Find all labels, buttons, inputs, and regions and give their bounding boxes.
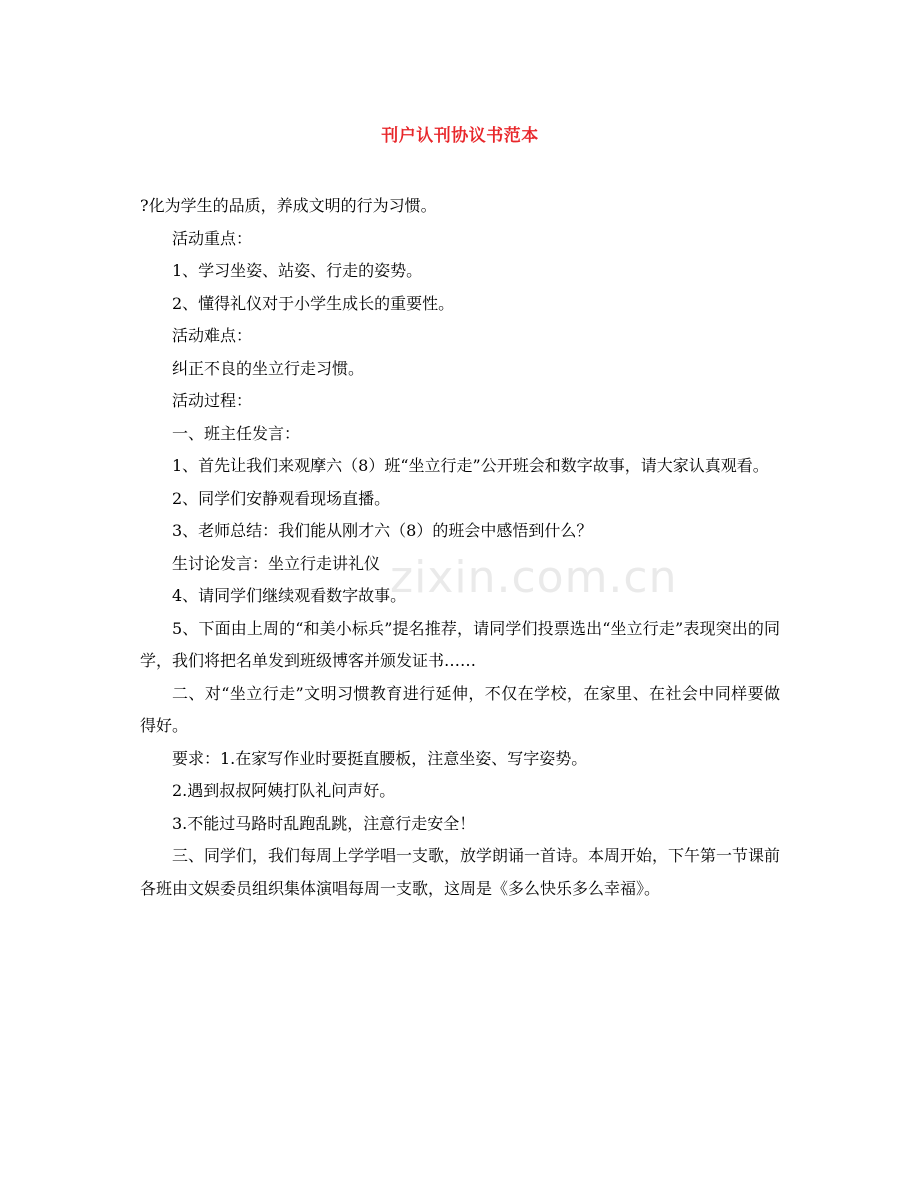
paragraph: 3、老师总结：我们能从刚才六（8）的班会中感悟到什么？: [172, 521, 593, 540]
paragraph: 三、同学们，我们每周上学学唱一支歌，放学朗诵一首诗。本周开始，下午第一节课前各班由文娱委员组织集体演唱每周一支歌，这周是《多么快乐多么幸福》。: [140, 846, 781, 898]
paragraph: 一、班主任发言：: [172, 423, 301, 443]
paragraph: 纠正不良的坐立行走习惯。: [172, 358, 365, 378]
paragraph: 3.不能过马路时乱跑乱跳，注意行走安全！: [172, 813, 476, 833]
document-body: [140, 190, 780, 905]
paragraph: 2.遇到叔叔阿姨打队礼问声好。: [172, 781, 396, 800]
document-title: 刊户认刊协议书范本: [381, 126, 539, 146]
paragraph: 二、对“坐立行走”文明习惯教育进行延伸，不仅在学校，在家里、在社会中同样要做得好。: [140, 683, 780, 735]
paragraph: 生讨论发言：坐立行走讲礼仪: [172, 553, 381, 573]
paragraph: 活动难点：: [172, 326, 253, 345]
paragraph: 活动过程：: [172, 391, 253, 410]
paragraph: 2、懂得礼仪对于小学生成长的重要性。: [172, 293, 455, 313]
paragraph: 5、下面由上周的“和美小标兵”提名推荐，请同学们投票选出“坐立行走”表现突出的同学，我们将把名单发到班级博客并颁发证书……: [140, 618, 780, 670]
paragraph: 2、同学们安静观看现场直播。: [172, 488, 391, 508]
watermark: zixin.com.cn: [390, 552, 678, 603]
paragraph: ?化为学生的品质，养成文明的行为习惯。: [140, 196, 437, 215]
paragraph: 要求：1.在家写作业时要挺直腰板，注意坐姿、写字姿势。: [172, 748, 588, 768]
paragraph: 1、学习坐姿、站姿、行走的姿势。: [172, 261, 423, 280]
paragraph: 1、首先让我们来观摩六（8）班“坐立行走”公开班会和数字故事，请大家认真观看。: [172, 456, 769, 475]
paragraph: 4、请同学们继续观看数字故事。: [172, 586, 407, 605]
paragraph: 活动重点：: [172, 228, 253, 248]
